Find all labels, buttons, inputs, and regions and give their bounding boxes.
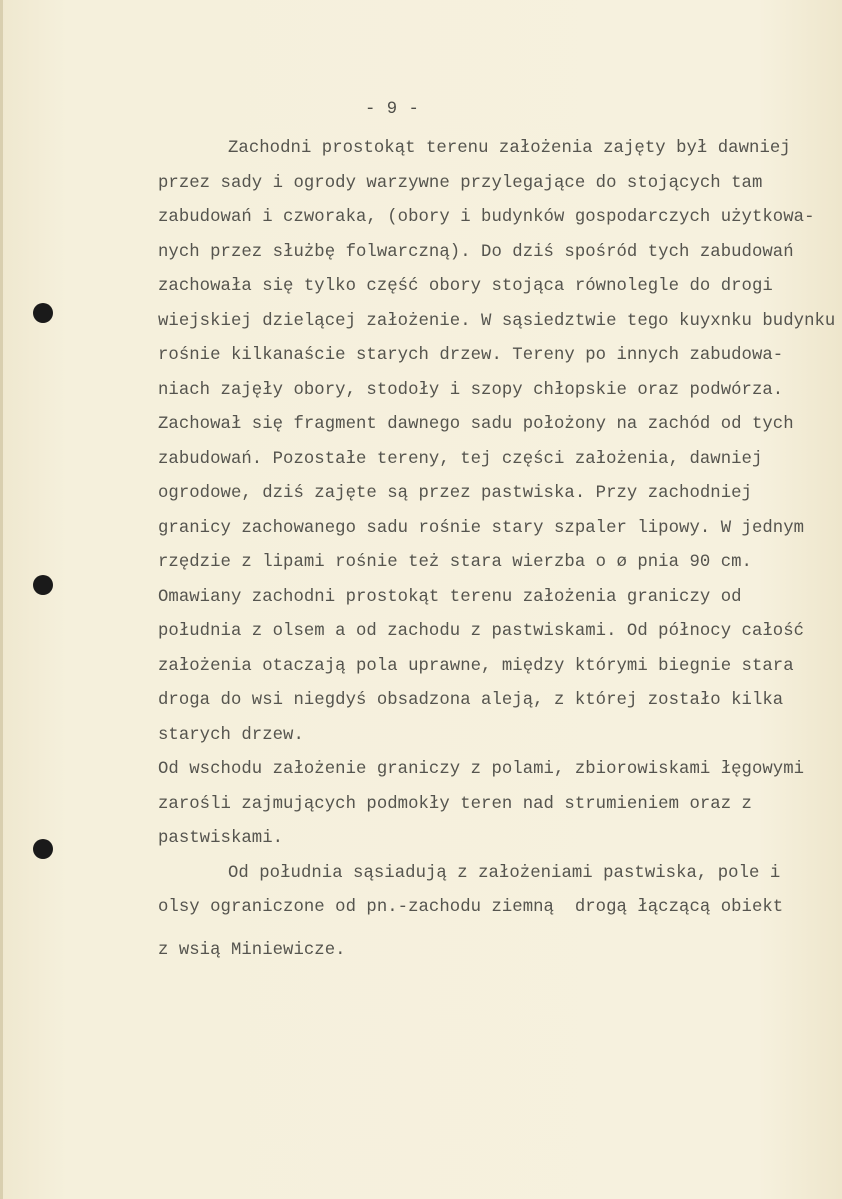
text-line: południa z olsem a od zachodu z pastwiskami. Od północy całość xyxy=(158,622,805,641)
punch-hole xyxy=(33,575,53,595)
text-line: Zachodni prostokąt terenu założenia zajęty był dawniej xyxy=(228,139,791,158)
page-edge xyxy=(0,0,3,1199)
text-line: zarośli zajmujących podmokły teren nad strumieniem oraz z xyxy=(158,794,752,814)
text-line: zabudowań. Pozostałe tereny, tej części założenia, dawniej xyxy=(158,449,763,469)
text-line: olsy ograniczone od pn.-zachodu ziemną drogą łączącą obiekt xyxy=(158,898,784,917)
text-line: Omawiany zachodni prostokąt terenu założenia graniczy od xyxy=(158,587,742,607)
punch-hole xyxy=(33,839,53,859)
text-line: starych drzew. xyxy=(158,725,304,745)
text-line: droga do wsi niegdyś obsadzona aleją, z której zostało kilka xyxy=(158,691,784,710)
page-number: - 9 - xyxy=(365,100,420,119)
text-line: ogrodowe, dziś zajęte są przez pastwiska. Przy zachodniej xyxy=(158,484,752,503)
text-line: pastwiskami. xyxy=(158,829,284,848)
text-line: założenia otaczają pola uprawne, między którymi biegnie stara xyxy=(158,656,794,676)
text-line: Od południa sąsiadują z założeniami pastwiska, pole i xyxy=(228,863,781,883)
text-line: Od wschodu założenie graniczy z polami, zbiorowiskami łęgowymi xyxy=(158,760,805,779)
text-line: przez sady i ogrody warzywne przylegające do stojących tam xyxy=(158,173,763,193)
punch-hole xyxy=(33,303,53,323)
text-line: nych przez służbę folwarczną). Do dziś spośród tych zabudowań xyxy=(158,242,794,262)
text-line: rzędzie z lipami rośnie też stara wierzba o ø pnia 90 cm. xyxy=(158,553,752,572)
text-line: zabudowań i czworaka, (obory i budynków gospodarczych użytkowa- xyxy=(158,208,815,227)
text-line: wiejskiej dzielącej założenie. W sąsiedztwie tego kuyxnku budynku xyxy=(158,311,836,331)
text-line: rośnie kilkanaście starych drzew. Tereny po innych zabudowa- xyxy=(158,346,784,365)
text-line: zachowała się tylko część obory stojąca równolegle do drogi xyxy=(158,277,773,296)
text-line: niach zajęły obory, stodoły i szopy chłopskie oraz podwórza. xyxy=(158,380,784,400)
text-line: Zachował się fragment dawnego sadu położony na zachód od tych xyxy=(158,415,794,434)
text-line: z wsią Miniewicze. xyxy=(158,940,346,960)
text-line: granicy zachowanego sadu rośnie stary szpaler lipowy. W jednym xyxy=(158,518,805,538)
